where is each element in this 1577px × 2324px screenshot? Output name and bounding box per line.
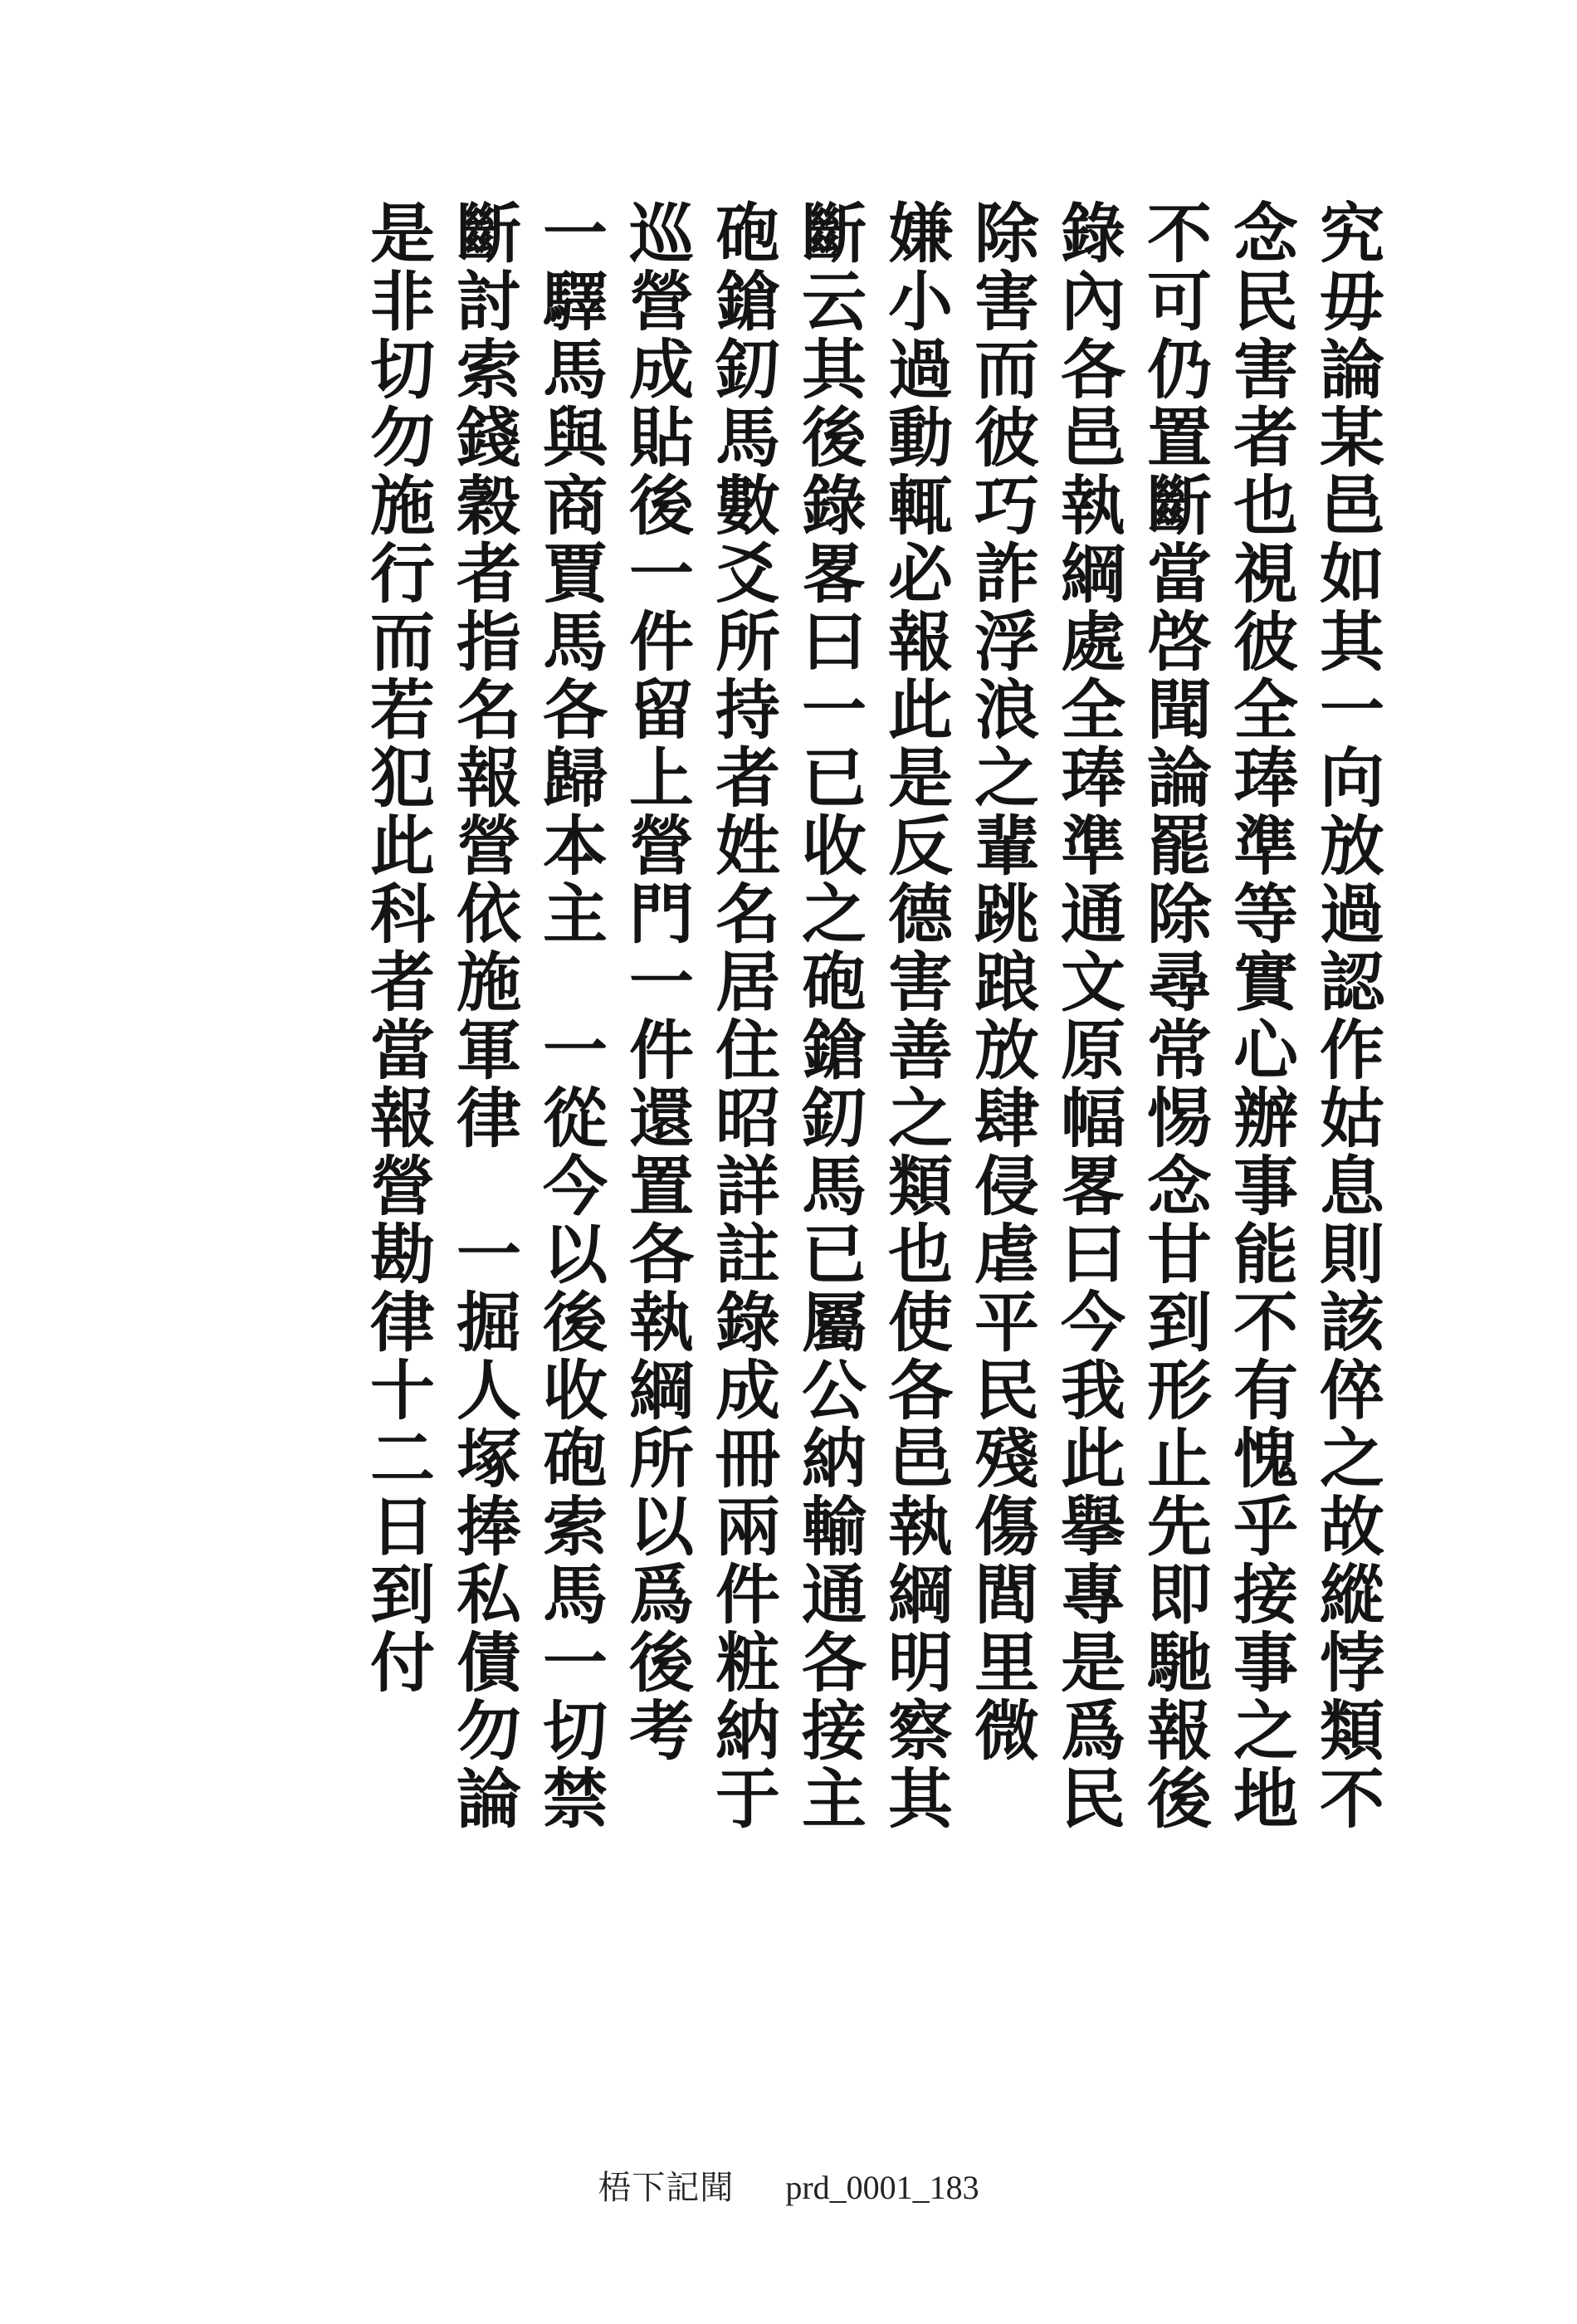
book-title: 梧下記聞 [598, 2169, 735, 2207]
text-column-5: 除害而彼巧詐浮浪之輩跳踉放肆侵虐平民殘傷閭里微 [964, 199, 1039, 1765]
text-column-8: 砲鎗釖馬數爻所持者姓名居住昭詳註錄成冊兩件粧納于 [705, 199, 780, 1833]
text-column-1: 究毋論某邑如其一向放過認作姑息則該倅之故縱悖類不 [1309, 199, 1384, 1833]
text-column-7: 斷云其後錄畧曰一已收之砲鎗釖馬已屬公納輸通各接主 [791, 199, 867, 1833]
manuscript-text-block [357, 199, 1386, 1843]
text-column-6: 嫌小過動輒必報此是反德害善之類也使各邑執綱明察其 [877, 199, 953, 1833]
text-column-4: 錄內各邑執綱處全琫準通文原幅畧曰今我此擧專是爲民 [1050, 199, 1125, 1833]
text-column-3: 不可仍置斷當啓聞論罷除尋常惕念甘到形止先即馳報後 [1136, 199, 1212, 1833]
text-column-12: 是非切勿施行而若犯此科者當報營勘律十二日到付 [359, 199, 435, 1697]
text-column-10: 一驛馬與商賈馬各歸本主 一從今以後收砲索馬一切禁 [532, 199, 608, 1833]
page-code: prd_0001_183 [785, 2169, 979, 2206]
page-footer [0, 2161, 1577, 2209]
text-column-2: 念民害者也視彼全琫準等實心辦事能不有愧乎接事之地 [1223, 199, 1298, 1833]
text-column-9: 巡營成貼後一件留上營門一件還置各執綱所以爲後考 [618, 199, 694, 1765]
text-column-11: 斷討索錢穀者指名報營依施軍律 一掘人塚捧私債勿論 [446, 199, 521, 1833]
